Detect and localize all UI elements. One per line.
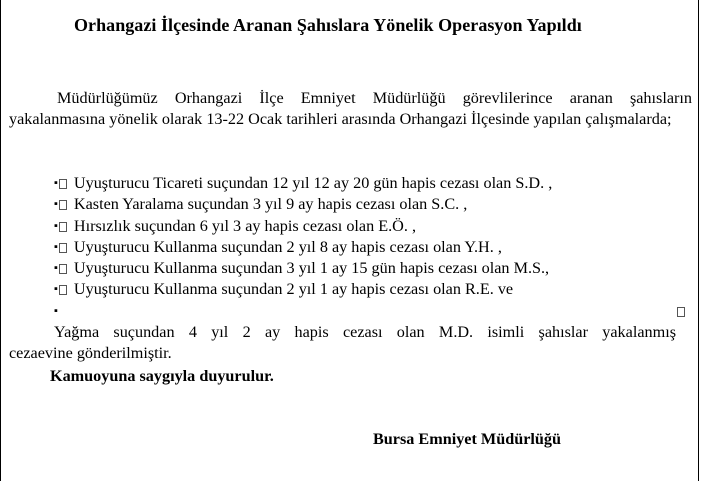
missing-glyph-box-icon: [59, 264, 67, 274]
document-title: Orhangazi İlçesinde Aranan Şahıslara Yönelik Operasyon Yapıldı: [74, 15, 582, 35]
list-item-text: Uyuşturucu Kullanma suçundan 2 yıl 1 ay hapis cezası olan R.E. ve: [73, 280, 514, 299]
intro-paragraph: [9, 88, 692, 130]
list-item-text: Uyuşturucu Kullanma suçundan 2 yıl 8 ay hapis cezası olan Y.H. ,: [73, 237, 502, 256]
list-item: [9, 194, 692, 215]
list-item: [9, 216, 692, 237]
intro-text: Müdürlüğümüz Orhangazi İlçe Emniyet Müdürlüğü görevlilerince aranan şahısların yakalanmasına yönelik olarak 13-22 Ocak tarihleri arasında Orhangazi İlçesinde yapılan çalışmalarda;: [9, 89, 692, 128]
list-item-text: Uyuşturucu Kullanma suçundan 3 yıl 1 ay 15 gün hapis cezası olan M.S.,: [73, 259, 550, 278]
missing-glyph-box-icon: [59, 243, 67, 253]
bullet-icon: ▪: [54, 219, 58, 232]
list-item: [9, 279, 692, 300]
list-item-text: Uyuşturucu Ticareti suçundan 12 yıl 12 ay 20 gün hapis cezası olan S.D. ,: [73, 174, 553, 192]
list-item: [9, 301, 692, 365]
bullet-icon: ▪: [54, 304, 676, 317]
missing-glyph-box-icon: [59, 200, 67, 210]
missing-glyph-box-icon: [59, 285, 67, 295]
list-item: [9, 173, 692, 194]
bullet-icon: ▪: [54, 198, 58, 211]
bullet-icon: ▪: [54, 262, 58, 275]
list-item-tail: cezaevine gönderilmiştir.: [9, 344, 172, 363]
missing-glyph-box-icon: [59, 179, 67, 189]
list-item-text: Hırsızlık suçundan 6 yıl 3 ay hapis cezası olan E.Ö. ,: [73, 216, 417, 235]
list-item-text: Kasten Yaralama suçundan 3 yıl 9 ay hapis cezası olan S.C. ,: [73, 195, 468, 214]
wanted-persons-list: [9, 173, 692, 365]
list-item: [9, 237, 692, 258]
missing-glyph-box-icon: [677, 307, 685, 317]
list-item: [9, 258, 692, 279]
bullet-icon: ▪: [54, 240, 58, 253]
bullet-icon: ▪: [54, 177, 58, 189]
missing-glyph-box-icon: [59, 222, 67, 232]
signature: Bursa Emniyet Müdürlüğü: [373, 430, 561, 448]
bullet-icon: ▪: [54, 283, 58, 296]
list-item-text: Yağma suçundan 4 yıl 2 ay hapis cezası olan M.D. isimli şahıslar yakalanmış: [54, 323, 676, 342]
closing-statement: Kamuoyuna saygıyla duyurulur.: [50, 367, 274, 385]
